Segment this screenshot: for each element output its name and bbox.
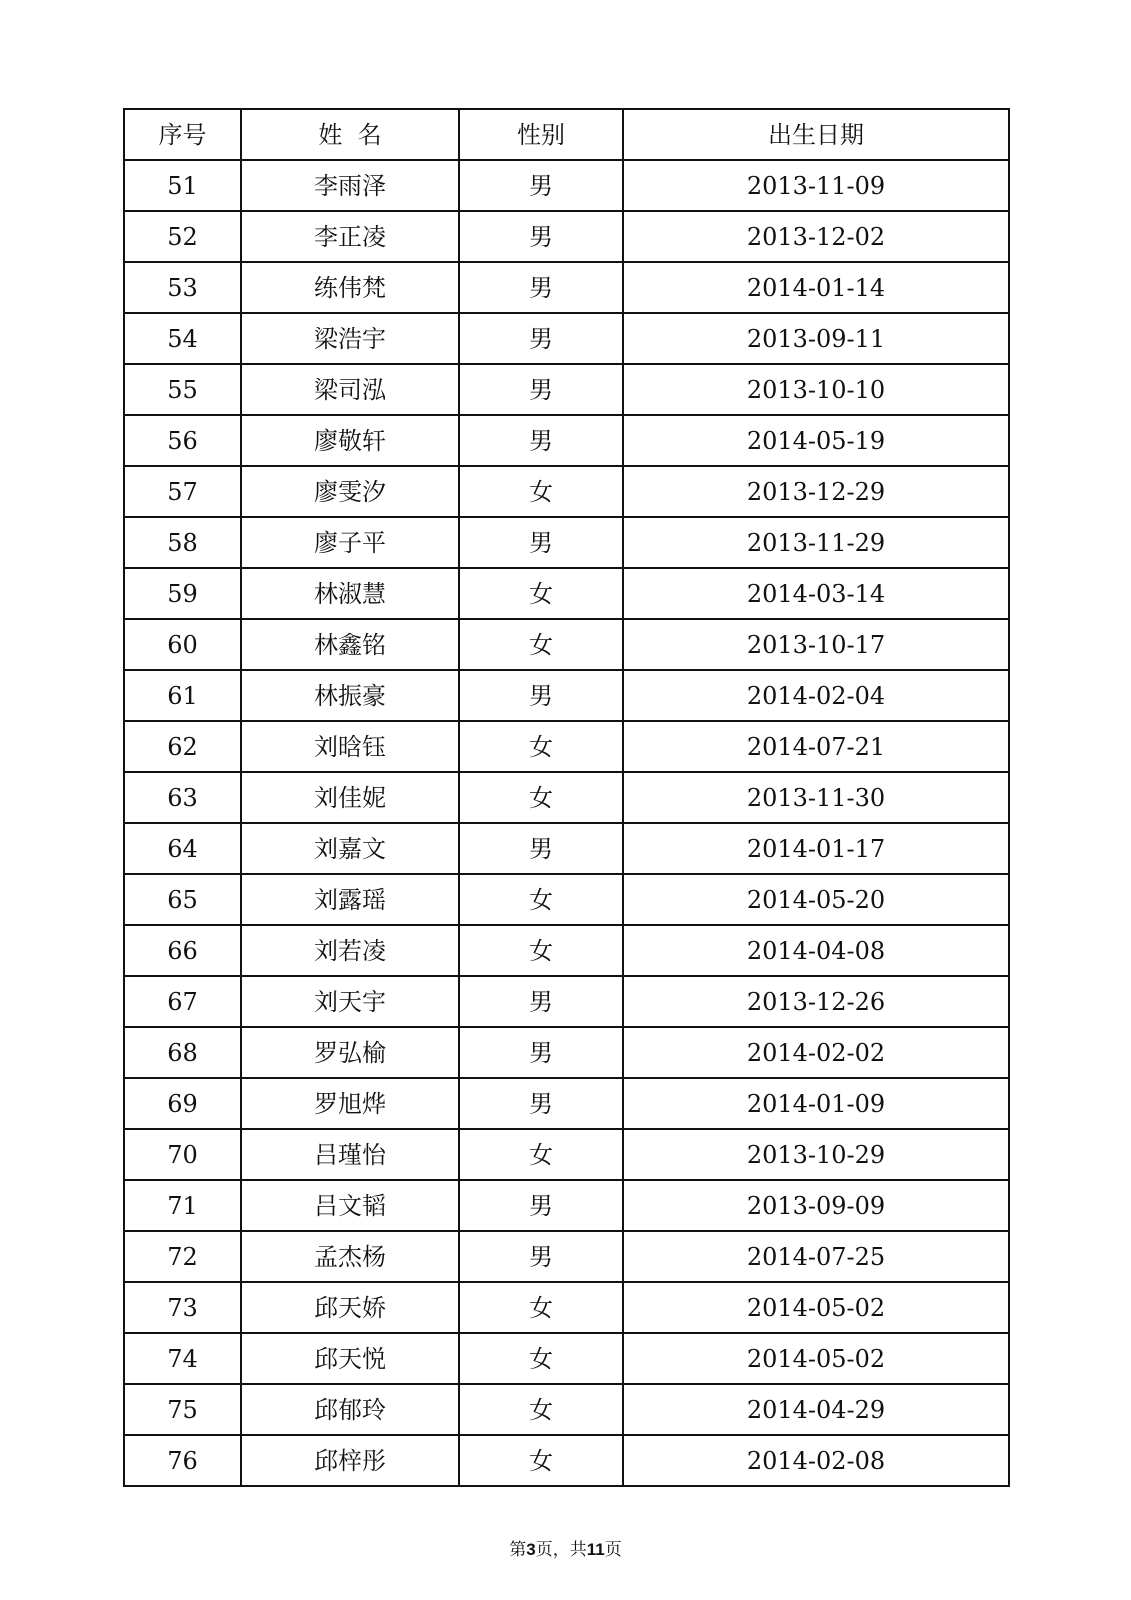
cell-gender: 女	[459, 1435, 623, 1486]
cell-dob: 2013-11-29	[623, 517, 1009, 568]
cell-name: 廖子平	[241, 517, 459, 568]
cell-name: 罗旭烨	[241, 1078, 459, 1129]
cell-gender: 女	[459, 1333, 623, 1384]
cell-gender: 男	[459, 1231, 623, 1282]
cell-gender: 男	[459, 313, 623, 364]
table-row	[124, 925, 1009, 976]
cell-gender: 女	[459, 721, 623, 772]
cell-seq: 53	[124, 262, 241, 313]
cell-seq: 69	[124, 1078, 241, 1129]
cell-seq: 67	[124, 976, 241, 1027]
table-header-row	[124, 109, 1009, 160]
cell-name: 林振豪	[241, 670, 459, 721]
cell-name: 练伟梵	[241, 262, 459, 313]
cell-name: 吕瑾怡	[241, 1129, 459, 1180]
cell-dob: 2014-05-20	[623, 874, 1009, 925]
cell-gender: 女	[459, 568, 623, 619]
footer-page-number: 3	[526, 1540, 536, 1559]
cell-dob: 2014-07-25	[623, 1231, 1009, 1282]
table-row	[124, 415, 1009, 466]
cell-name: 刘天宇	[241, 976, 459, 1027]
cell-seq: 63	[124, 772, 241, 823]
cell-dob: 2014-02-02	[623, 1027, 1009, 1078]
cell-seq: 74	[124, 1333, 241, 1384]
cell-name: 刘嘉文	[241, 823, 459, 874]
cell-name: 孟杰杨	[241, 1231, 459, 1282]
cell-dob: 2014-02-08	[623, 1435, 1009, 1486]
cell-seq: 68	[124, 1027, 241, 1078]
cell-seq: 75	[124, 1384, 241, 1435]
cell-name: 吕文韬	[241, 1180, 459, 1231]
cell-gender: 男	[459, 1078, 623, 1129]
cell-dob: 2013-10-10	[623, 364, 1009, 415]
cell-name: 李正凌	[241, 211, 459, 262]
cell-seq: 57	[124, 466, 241, 517]
cell-gender: 男	[459, 160, 623, 211]
cell-name: 罗弘榆	[241, 1027, 459, 1078]
cell-dob: 2014-04-08	[623, 925, 1009, 976]
cell-name: 廖敬轩	[241, 415, 459, 466]
table-row	[124, 1282, 1009, 1333]
table-row	[124, 823, 1009, 874]
cell-seq: 60	[124, 619, 241, 670]
cell-seq: 55	[124, 364, 241, 415]
cell-dob: 2014-01-17	[623, 823, 1009, 874]
cell-dob: 2013-12-02	[623, 211, 1009, 262]
table-row	[124, 772, 1009, 823]
cell-dob: 2013-12-29	[623, 466, 1009, 517]
cell-name: 刘露瑶	[241, 874, 459, 925]
cell-dob: 2014-05-02	[623, 1333, 1009, 1384]
cell-gender: 男	[459, 262, 623, 313]
cell-gender: 女	[459, 772, 623, 823]
cell-dob: 2013-10-17	[623, 619, 1009, 670]
cell-seq: 54	[124, 313, 241, 364]
cell-dob: 2013-12-26	[623, 976, 1009, 1027]
table-row	[124, 874, 1009, 925]
cell-seq: 62	[124, 721, 241, 772]
cell-seq: 76	[124, 1435, 241, 1486]
cell-gender: 男	[459, 823, 623, 874]
page-number-footer	[0, 1535, 1131, 1560]
table-row	[124, 211, 1009, 262]
cell-name: 邱天娇	[241, 1282, 459, 1333]
cell-seq: 71	[124, 1180, 241, 1231]
cell-dob: 2013-09-09	[623, 1180, 1009, 1231]
cell-seq: 59	[124, 568, 241, 619]
cell-name: 梁浩宇	[241, 313, 459, 364]
header-name: 姓 名	[241, 109, 459, 160]
table-row	[124, 670, 1009, 721]
cell-gender: 女	[459, 619, 623, 670]
cell-dob: 2014-02-04	[623, 670, 1009, 721]
cell-seq: 72	[124, 1231, 241, 1282]
cell-dob: 2013-11-30	[623, 772, 1009, 823]
cell-name: 林淑慧	[241, 568, 459, 619]
cell-seq: 52	[124, 211, 241, 262]
table-row	[124, 619, 1009, 670]
cell-dob: 2014-05-02	[623, 1282, 1009, 1333]
cell-gender: 女	[459, 1282, 623, 1333]
table-row	[124, 1180, 1009, 1231]
cell-name: 刘佳妮	[241, 772, 459, 823]
table-row	[124, 1384, 1009, 1435]
table-row	[124, 1435, 1009, 1486]
cell-gender: 女	[459, 1384, 623, 1435]
cell-name: 刘若凌	[241, 925, 459, 976]
cell-gender: 男	[459, 517, 623, 568]
cell-gender: 女	[459, 466, 623, 517]
footer-total-pages: 11	[586, 1540, 605, 1559]
table-row	[124, 568, 1009, 619]
header-dob: 出生日期	[623, 109, 1009, 160]
table-row	[124, 1078, 1009, 1129]
table-row	[124, 1027, 1009, 1078]
cell-seq: 66	[124, 925, 241, 976]
table-row	[124, 313, 1009, 364]
table-row	[124, 976, 1009, 1027]
cell-name: 刘晗钰	[241, 721, 459, 772]
cell-name: 邱梓彤	[241, 1435, 459, 1486]
footer-prefix: 第	[509, 1540, 527, 1560]
cell-gender: 男	[459, 1027, 623, 1078]
cell-name: 李雨泽	[241, 160, 459, 211]
table-row	[124, 721, 1009, 772]
cell-seq: 51	[124, 160, 241, 211]
table-row	[124, 364, 1009, 415]
student-roster-table	[123, 108, 1010, 1487]
table-row	[124, 517, 1009, 568]
cell-dob: 2013-09-11	[623, 313, 1009, 364]
cell-dob: 2013-10-29	[623, 1129, 1009, 1180]
cell-gender: 女	[459, 874, 623, 925]
footer-suffix: 页	[604, 1540, 622, 1560]
cell-gender: 男	[459, 415, 623, 466]
cell-dob: 2014-07-21	[623, 721, 1009, 772]
cell-gender: 女	[459, 925, 623, 976]
cell-seq: 65	[124, 874, 241, 925]
table-row	[124, 1231, 1009, 1282]
cell-seq: 58	[124, 517, 241, 568]
cell-dob: 2014-01-09	[623, 1078, 1009, 1129]
table-body	[124, 160, 1009, 1486]
table-row	[124, 1129, 1009, 1180]
cell-dob: 2013-11-09	[623, 160, 1009, 211]
cell-name: 邱郁玲	[241, 1384, 459, 1435]
cell-seq: 73	[124, 1282, 241, 1333]
cell-dob: 2014-01-14	[623, 262, 1009, 313]
cell-gender: 男	[459, 670, 623, 721]
cell-dob: 2014-04-29	[623, 1384, 1009, 1435]
cell-name: 廖雯汐	[241, 466, 459, 517]
header-gender: 性别	[459, 109, 623, 160]
table-row	[124, 262, 1009, 313]
table-row	[124, 160, 1009, 211]
cell-dob: 2014-03-14	[623, 568, 1009, 619]
cell-seq: 64	[124, 823, 241, 874]
cell-name: 梁司泓	[241, 364, 459, 415]
footer-middle: 页，共	[535, 1540, 587, 1560]
cell-seq: 56	[124, 415, 241, 466]
cell-gender: 男	[459, 1180, 623, 1231]
cell-gender: 男	[459, 364, 623, 415]
cell-gender: 女	[459, 1129, 623, 1180]
header-seq: 序号	[124, 109, 241, 160]
cell-gender: 男	[459, 976, 623, 1027]
cell-name: 林鑫铭	[241, 619, 459, 670]
cell-seq: 70	[124, 1129, 241, 1180]
cell-dob: 2014-05-19	[623, 415, 1009, 466]
cell-seq: 61	[124, 670, 241, 721]
cell-gender: 男	[459, 211, 623, 262]
table-row	[124, 1333, 1009, 1384]
table-row	[124, 466, 1009, 517]
cell-name: 邱天悦	[241, 1333, 459, 1384]
